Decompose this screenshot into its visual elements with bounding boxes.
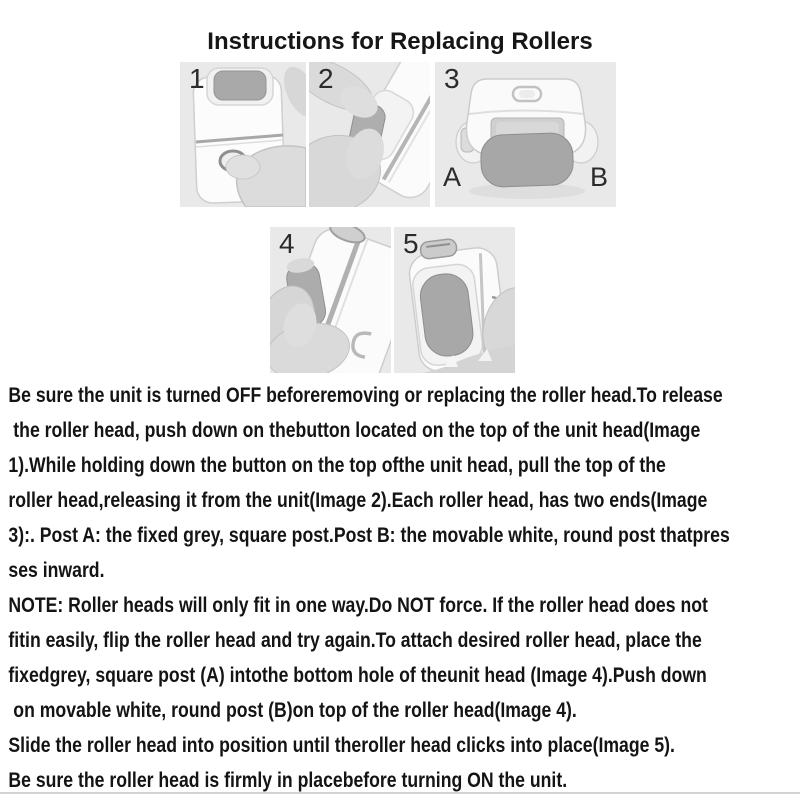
instruction-line-4: roller head,releasing it from the unit(Image 2).Each roller head, has two ends(Image — [8, 489, 708, 512]
figure-1-number: 1 — [189, 63, 205, 94]
instruction-line-5: 3):. Post A: the fixed grey, square post.Post B: the movable white, round post thatpres — [8, 524, 730, 547]
figure-2-number: 2 — [318, 63, 334, 94]
figure-panel-1 — [180, 62, 306, 207]
instruction-line-11: Slide the roller head into position until theroller head clicks into place(Image 5). — [8, 734, 675, 757]
instruction-line-3: 1).While holding down the button on the top ofthe unit head, pull the top of the — [8, 454, 666, 477]
bottom-divider — [0, 792, 800, 794]
figure-4-number: 4 — [279, 228, 295, 259]
figure-3-number: 3 — [444, 63, 460, 94]
figure-panel-5 — [394, 227, 515, 373]
instruction-line-12: Be sure the roller head is firmly in placebefore turning ON the unit. — [8, 769, 568, 792]
instruction-line-7: NOTE: Roller heads will only fit in one way.Do NOT force. If the roller head does not — [8, 594, 708, 617]
instruction-text — [0, 378, 800, 798]
figure-5-number: 5 — [403, 228, 419, 259]
instruction-line-8: fitin easily, flip the roller head and try again.To attach desired roller head, place the — [8, 629, 702, 652]
post-b-label: B — [589, 162, 608, 192]
figure-3-photo — [435, 62, 616, 207]
page-title: Instructions for Replacing Rollers — [207, 28, 593, 55]
instruction-line-6: ses inward. — [8, 559, 105, 582]
figure-panel-3 — [435, 62, 616, 207]
instruction-line-2: the roller head, push down on thebutton located on the top of the unit head(Image — [8, 419, 701, 442]
instruction-line-10: on movable white, round post (B)on top of the roller head(Image 4). — [8, 699, 577, 722]
figure-panel-4 — [270, 227, 391, 373]
instruction-line-9: fixedgrey, square post (A) intothe bottom hole of theunit head (Image 4).Push down — [8, 664, 707, 687]
instruction-line-1: Be sure the unit is turned OFF beforeremoving or replacing the roller head.To release — [8, 384, 723, 407]
figure-panel-2 — [309, 62, 430, 207]
post-a-label: A — [443, 162, 462, 192]
